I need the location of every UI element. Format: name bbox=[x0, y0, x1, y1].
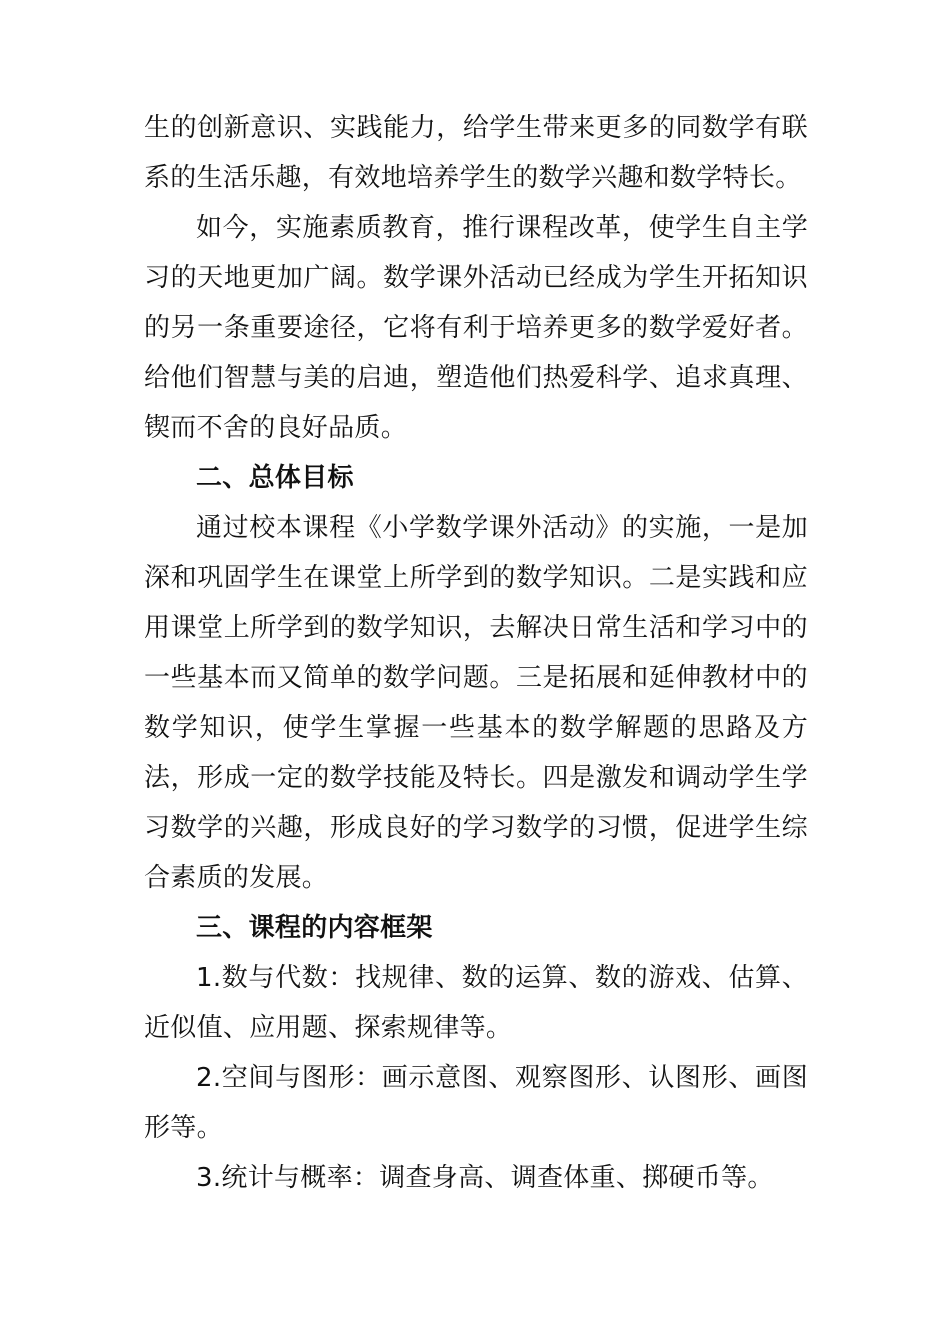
list-item-space-shapes: 2.空间与图形：画示意图、观察图形、认图形、画图形等。 bbox=[144, 1063, 808, 1143]
paragraph-background: 如今，实施素质教育，推行课程改革，使学生自主学习的天地更加广阔。数学课外活动已经成为学生开拓知识的另一条重要途径，它将有利于培养更多的数学爱好者。给他们智慧与美的启迪，塑造他们热爱科学、追求真理、锲而不舍的良好品质。 bbox=[144, 213, 808, 443]
section-heading-overall-goal: 二、总体目标 bbox=[196, 463, 354, 493]
paragraph-goals: 通过校本课程《小学数学课外活动》的实施，一是加深和巩固学生在课堂上所学到的数学知识。二是实践和应用课堂上所学到的数学知识，去解决日常生活和学习中的一些基本而又简单的数学问题。三是拓展和延伸教材中的数学知识，使学生掌握一些基本的数学解题的思路及方法，形成一定的数学技能及特长。四是激发和调动学生学习数学的兴趣，形成良好的学习数学的习惯，促进学生综合素质的发展。 bbox=[144, 513, 808, 893]
list-item-statistics-probability: 3.统计与概率：调查身高、调查体重、掷硬币等。 bbox=[196, 1163, 774, 1193]
paragraph-continuation: 生的创新意识、实践能力，给学生带来更多的同数学有联系的生活乐趣，有效地培养学生的数学兴趣和数学特长。 bbox=[144, 113, 808, 193]
list-item-numbers-algebra: 1.数与代数：找规律、数的运算、数的游戏、估算、近似值、应用题、探索规律等。 bbox=[144, 963, 808, 1043]
section-heading-content-framework: 三、课程的内容框架 bbox=[196, 913, 433, 943]
document-body bbox=[144, 103, 808, 1203]
